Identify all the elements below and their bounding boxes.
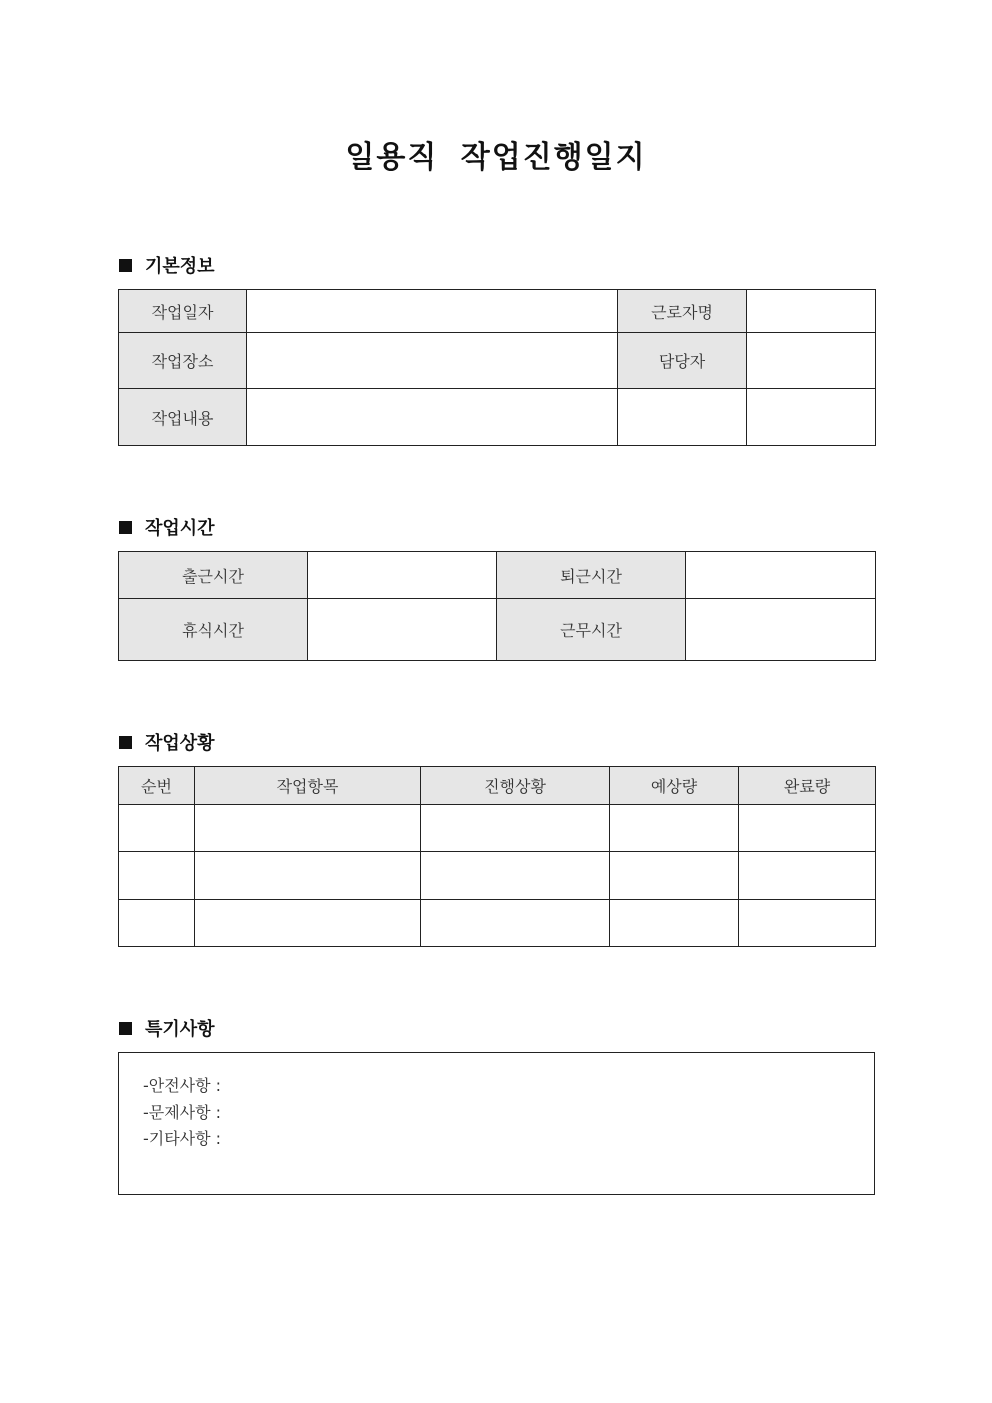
- table-row: [119, 389, 876, 446]
- table-row: [119, 900, 876, 947]
- table-cell[interactable]: [610, 805, 739, 852]
- square-bullet-icon: [119, 736, 132, 749]
- column-header-progress: 진행상황: [421, 767, 610, 805]
- table-row: [119, 599, 876, 661]
- table-cell[interactable]: [195, 852, 421, 900]
- table-cell[interactable]: [739, 900, 876, 947]
- clock-in-label: 출근시간: [119, 552, 308, 599]
- work-site-label: 작업장소: [119, 333, 247, 389]
- work-content-label: 작업내용: [119, 389, 247, 446]
- section-title: 작업상황: [145, 733, 215, 754]
- safety-notes-line: -안전사항 :: [143, 1076, 222, 1095]
- empty-cell[interactable]: [747, 389, 876, 446]
- table-cell[interactable]: [195, 805, 421, 852]
- table-cell[interactable]: [739, 852, 876, 900]
- column-header-completed: 완료량: [739, 767, 876, 805]
- table-cell[interactable]: [739, 805, 876, 852]
- table-row: [119, 290, 876, 333]
- worker-name-label: 근로자명: [618, 290, 747, 333]
- work-status-table: [118, 766, 876, 947]
- working-hours-field[interactable]: [686, 599, 876, 661]
- work-date-label: 작업일자: [119, 290, 247, 333]
- table-row: [119, 552, 876, 599]
- table-row: [119, 333, 876, 389]
- section-title: 특기사항: [145, 1019, 215, 1040]
- empty-cell[interactable]: [618, 389, 747, 446]
- table-header-row: [119, 767, 876, 805]
- manager-field[interactable]: [747, 333, 876, 389]
- document-title: 일용직 작업진행일지: [345, 140, 647, 175]
- column-header-expected: 예상량: [610, 767, 739, 805]
- section-heading-work-status: [119, 730, 215, 754]
- work-site-field[interactable]: [247, 333, 618, 389]
- table-cell[interactable]: [421, 900, 610, 947]
- work-time-table: [118, 551, 876, 661]
- problem-notes-line: -문제사항 :: [143, 1103, 222, 1122]
- section-title: 작업시간: [145, 518, 215, 539]
- notes-box[interactable]: [118, 1052, 875, 1195]
- clock-in-field[interactable]: [308, 552, 497, 599]
- table-cell[interactable]: [195, 900, 421, 947]
- table-row: [119, 852, 876, 900]
- work-date-field[interactable]: [247, 290, 618, 333]
- table-cell[interactable]: [119, 805, 195, 852]
- section-heading-basic-info: [119, 253, 215, 277]
- manager-label: 담당자: [618, 333, 747, 389]
- table-cell[interactable]: [610, 900, 739, 947]
- table-cell[interactable]: [119, 852, 195, 900]
- clock-out-label: 퇴근시간: [497, 552, 686, 599]
- table-cell[interactable]: [119, 900, 195, 947]
- break-time-label: 휴식시간: [119, 599, 308, 661]
- basic-info-table: [118, 289, 876, 446]
- table-cell[interactable]: [421, 805, 610, 852]
- section-heading-notes: [119, 1016, 215, 1040]
- clock-out-field[interactable]: [686, 552, 876, 599]
- section-title: 기본정보: [145, 256, 215, 277]
- break-time-field[interactable]: [308, 599, 497, 661]
- work-content-field[interactable]: [247, 389, 618, 446]
- other-notes-line: -기타사항 :: [143, 1129, 222, 1148]
- column-header-number: 순번: [119, 767, 195, 805]
- worker-name-field[interactable]: [747, 290, 876, 333]
- square-bullet-icon: [119, 259, 132, 272]
- table-row: [119, 805, 876, 852]
- table-cell[interactable]: [421, 852, 610, 900]
- square-bullet-icon: [119, 521, 132, 534]
- column-header-work-item: 작업항목: [195, 767, 421, 805]
- section-heading-work-time: [119, 515, 215, 539]
- table-cell[interactable]: [610, 852, 739, 900]
- square-bullet-icon: [119, 1022, 132, 1035]
- working-hours-label: 근무시간: [497, 599, 686, 661]
